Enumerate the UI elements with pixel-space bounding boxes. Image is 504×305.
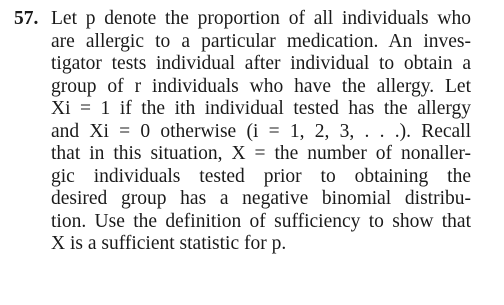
problem-text-line: tion. Use the definition of sufficiency to show that <box>51 210 471 232</box>
problem-text-line: gic individuals tested prior to obtaining the <box>51 165 471 187</box>
problem-text-line: are allergic to a particular medication. An inves- <box>51 30 471 52</box>
problem-text-line: Let p denote the proportion of all individuals who <box>51 8 471 29</box>
problem-text-line: desired group has a negative binomial distribu- <box>51 188 471 209</box>
problem-text-line: tigator tests individual after individual to obtain a <box>51 53 471 74</box>
problem-text-line: and Xi = 0 otherwise (i = 1, 2, 3, . . .). Recall <box>51 120 471 142</box>
problem-number: 57. <box>14 8 39 29</box>
problem-text-line: that in this situation, X = the number of nonaller- <box>51 143 471 164</box>
problem-text-line: X is a sufficient statistic for p. <box>51 233 287 254</box>
problem-text-line: Xi = 1 if the ith individual tested has the allergy <box>51 98 471 119</box>
problem-text-line: group of r individuals who have the allergy. Let <box>51 75 471 97</box>
